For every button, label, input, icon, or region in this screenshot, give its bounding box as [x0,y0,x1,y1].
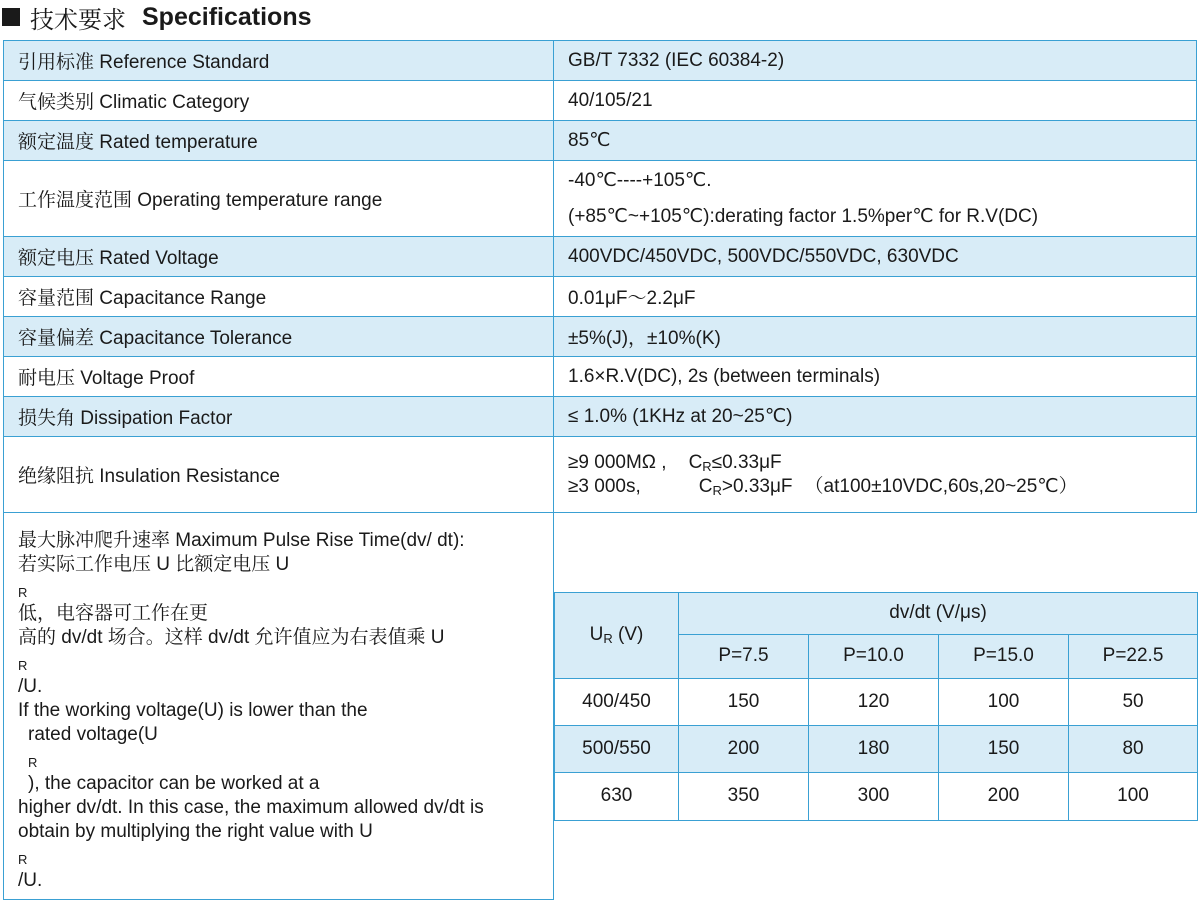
dvdt-header-row [555,592,1198,634]
row-label: 容量偏差 Capacitance Tolerance [4,317,554,357]
dvdt-row [555,725,1198,772]
table-row [4,397,1197,437]
p-column-header: P=10.0 [809,634,939,678]
row-label: 额定电压 Rated Voltage [4,237,554,277]
text-fragment: 高的 dv/dt 场合。这样 dv/dt 允许值应为右表值乘 U [18,627,445,648]
table-row [4,237,1197,277]
dvdt-value: 50 [1069,678,1198,725]
dvdt-value: 300 [809,772,939,820]
ur-cell: 500/550 [555,725,679,772]
ir-symbol: C [698,475,713,497]
row-label: 容量范围 Capacitance Range [4,277,554,317]
subscript: R [18,585,28,600]
dvdt-value: 150 [939,725,1069,772]
dvdt-value: 100 [939,678,1069,725]
text-fragment: obtain by multiplying the right value with U [18,821,373,842]
table-row [4,81,1197,121]
ir-condition: ≤0.33μF [711,451,782,473]
ur-unit: (V) [612,624,644,646]
table-row [4,121,1197,161]
text-fragment: 若实际工作电压 U 比额定电压 U [18,554,290,575]
dvdt-value: 100 [1069,772,1198,820]
ir-subscript: R [712,482,722,498]
dvdt-row [555,772,1198,820]
text-line: If the working voltage(U) is lower than the [18,700,368,721]
row-value: 400VDC/450VDC, 500VDC/550VDC, 630VDC [554,237,1197,277]
text-line [18,553,541,626]
p-column-header: P=22.5 [1069,634,1198,678]
ir-value: ≥9 000MΩ , [568,451,667,473]
text-line [18,820,541,893]
pulse-description-cell [4,513,554,900]
row-value: GB/T 7332 (IEC 60384-2) [554,41,1197,81]
row-label: 引用标准 Reference Standard [4,41,554,81]
ur-cell: 630 [555,772,679,820]
specifications-table [3,40,1197,900]
dvdt-cell [554,513,1197,900]
row-value: ≤ 1.0% (1KHz at 20~25℃) [554,397,1197,437]
section-title [2,0,312,34]
p-column-header: P=7.5 [679,634,809,678]
dvdt-table [554,592,1198,821]
text-line: higher dv/dt. In this case, the maximum allowed dv/dt is [18,797,484,818]
title-chinese: 技术要求 [30,6,126,34]
dvdt-header: dv/dt (V/μs) [679,592,1198,634]
dvdt-value: 350 [679,772,809,820]
text-line [18,626,541,699]
row-label: 耐电压 Voltage Proof [4,357,554,397]
row-value [554,437,1197,513]
ir-symbol: C [688,451,703,473]
row-value: 85℃ [554,121,1197,161]
dvdt-value: 200 [679,725,809,772]
row-label: 损失角 Dissipation Factor [4,397,554,437]
text-fragment: ), the capacitor can be worked at a [28,773,320,794]
ir-test-condition: （at100±10VDC,60s,20~25℃） [804,475,1078,497]
dvdt-row [555,678,1198,725]
table-row [4,161,1197,237]
ur-symbol: U [589,624,604,646]
ir-subscript: R [702,458,712,474]
ir-value: ≥3 000s, [568,475,641,497]
subscript: R [603,631,613,647]
table-row [4,41,1197,81]
pulse-description [4,513,553,899]
ur-cell: 400/450 [555,678,679,725]
value-line [568,475,1182,499]
dvdt-value: 80 [1069,725,1198,772]
dvdt-value: 120 [809,678,939,725]
row-value: ±5%(J)，±10%(K) [554,317,1197,357]
dvdt-value: 200 [939,772,1069,820]
row-value: 0.01μF～2.2μF [554,277,1197,317]
table-row [4,317,1197,357]
text-fragment: 低，电容器可工作在更 [18,603,209,624]
subscript: R [18,658,28,673]
value-line: (+85℃~+105℃):derating factor 1.5%per℃ for R.V(DC) [568,205,1039,227]
square-bullet-icon [2,8,20,26]
row-value: 40/105/21 [554,81,1197,121]
ur-header [555,592,679,678]
dvdt-value: 180 [809,725,939,772]
row-value: 1.6×R.V(DC), 2s (between terminals) [554,357,1197,397]
text-fragment: rated voltage(U [28,724,158,745]
text-fragment: /U. [18,676,43,697]
dvdt-value: 150 [679,678,809,725]
table-row [4,277,1197,317]
title-english: Specifications [142,2,312,31]
table-row [4,357,1197,397]
table-row [4,437,1197,513]
ir-condition: >0.33μF [721,475,793,497]
value-line [568,451,1182,475]
p-column-header: P=15.0 [939,634,1069,678]
text-line: 最大脉冲爬升速率 Maximum Pulse Rise Time(dv/ dt): [18,530,465,551]
subscript: R [28,755,38,770]
row-label: 绝缘阻抗 Insulation Resistance [4,437,554,513]
value-line: -40℃----+105℃. [568,169,712,191]
row-value [554,161,1197,237]
table-row [4,513,1197,900]
row-label: 气候类别 Climatic Category [4,81,554,121]
row-label: 工作温度范围 Operating temperature range [4,161,554,237]
text-line [18,723,541,796]
text-fragment: /U. [18,870,43,891]
subscript: R [18,852,28,867]
row-label: 额定温度 Rated temperature [4,121,554,161]
